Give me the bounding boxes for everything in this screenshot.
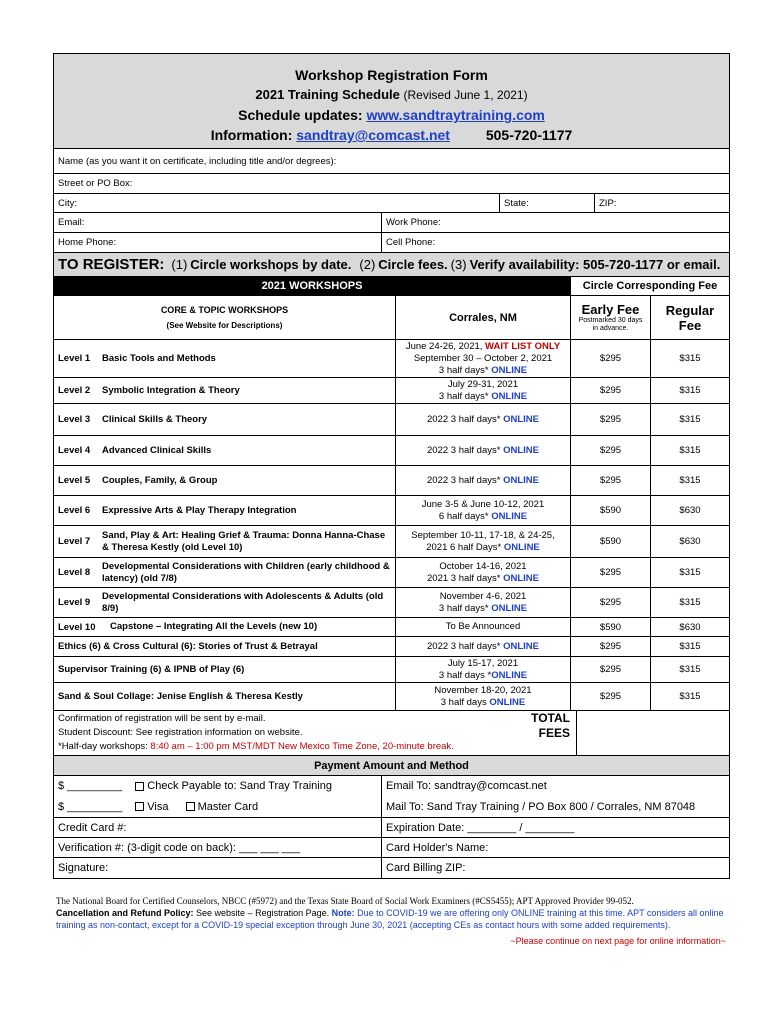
early-fee[interactable]: $295 — [570, 378, 650, 403]
workshop-row — [54, 526, 729, 558]
core-header: CORE & TOPIC WORKSHOPS — [160, 305, 289, 315]
payment-title: Payment Amount and Method — [54, 756, 729, 776]
early-fee[interactable]: $295 — [570, 657, 650, 682]
workshop-row — [54, 466, 729, 496]
regular-fee[interactable]: $630 — [650, 526, 729, 557]
workshop-dates[interactable]: 2022 3 half days* ONLINE — [395, 404, 570, 435]
email-to: Email To: sandtray@comcast.net — [386, 780, 547, 793]
street-field[interactable]: Street or PO Box: — [58, 178, 133, 189]
workshop-dates[interactable]: To Be Announced — [395, 618, 570, 636]
city-field[interactable]: City: — [58, 197, 77, 209]
total-fees-box[interactable] — [576, 711, 729, 755]
workshop-level: Level 4 — [58, 445, 91, 456]
footer — [56, 895, 726, 947]
info-line — [54, 125, 729, 145]
workshop-dates[interactable]: July 15-17, 2021 3 half days *ONLINE — [395, 657, 570, 682]
workshop-dates[interactable]: November 18-20, 2021 3 half days ONLINE — [395, 683, 570, 710]
workshop-row — [54, 588, 729, 618]
home-phone-field[interactable]: Home Phone: — [58, 237, 117, 248]
updates-label: Schedule updates: — [238, 107, 363, 123]
info-phone: 505-720-1177 — [485, 127, 573, 143]
fees-label: FEES — [538, 726, 570, 740]
city-row — [54, 194, 729, 213]
registration-form — [53, 53, 730, 879]
visa-label: Visa — [147, 800, 169, 813]
cancel-text: See website – Registration Page. — [193, 908, 332, 918]
workshop-row — [54, 657, 729, 683]
workshop-level: Level 10 — [58, 621, 96, 633]
halfday-label: *Half-day workshops: — [58, 741, 151, 752]
workshop-name: Sand, Play & Art: Healing Grief & Trauma: Donna Hanna-Chase & Theresa Kestly (old Level 10) — [102, 529, 386, 553]
mastercard-label: Master Card — [197, 800, 259, 813]
workshop-level: Level 7 — [58, 536, 91, 547]
nbcc-note: The National Board for Certified Counselors, NBCC (#5972) and the Texas State Board of Social Work Examiners (#CS5455); APT Approved Provider 99-052. — [56, 896, 634, 906]
regular-fee[interactable]: $315 — [650, 683, 729, 710]
online-badge: ONLINE — [491, 602, 528, 614]
note-label: Note: — [331, 908, 355, 918]
workshop-name: Ethics (6) & Cross Cultural (6): Stories of Trust & Betrayal — [58, 640, 318, 652]
register-instructions: TO REGISTER: (1) Circle workshops by date. (2) Circle fees. (3) Verify availability: 505-720-1177 or email. — [54, 253, 729, 277]
circle-fee-label: Circle Corresponding Fee — [570, 277, 729, 295]
signature-field[interactable]: Signature: — [58, 862, 109, 874]
workshop-name: Advanced Clinical Skills — [102, 444, 212, 456]
workshop-level: Level 3 — [58, 414, 91, 425]
online-badge: ONLINE — [491, 669, 528, 681]
workshop-level: Level 8 — [58, 567, 91, 578]
regular-fee[interactable]: $315 — [650, 637, 729, 656]
wait-list-badge: WAIT LIST ONLY — [485, 340, 561, 352]
online-badge: ONLINE — [491, 364, 528, 376]
form-header — [54, 54, 729, 149]
workshop-name: Capstone – Integrating All the Levels (new 10) — [110, 621, 318, 632]
early-fee[interactable]: $295 — [570, 436, 650, 465]
early-fee[interactable]: $295 — [570, 588, 650, 617]
state-field[interactable]: State: — [499, 194, 594, 212]
workshop-dates[interactable]: September 10-11, 17-18, & 24-25, 2021 6 half Days* ONLINE — [395, 526, 570, 557]
amount-1[interactable]: $ _________ — [58, 780, 123, 793]
form-title: Workshop Registration Form — [295, 67, 488, 83]
online-badge: ONLINE — [491, 390, 528, 402]
covid-note: Due to COVID-19 we are offering only ONLINE training at this time. — [354, 908, 628, 918]
workshop-level: Level 2 — [58, 385, 91, 396]
early-fee[interactable]: $295 — [570, 558, 650, 587]
workshop-row — [54, 637, 729, 657]
location-header: Corrales, NM — [395, 296, 570, 339]
website-link[interactable]: www.sandtraytraining.com — [366, 107, 545, 123]
workshop-row — [54, 404, 729, 436]
early-fee[interactable]: $295 — [570, 637, 650, 656]
regular-fee[interactable]: $315 — [650, 466, 729, 495]
name-field[interactable]: Name (as you want it on certificate, including title and/or degrees): — [58, 155, 337, 167]
regular-fee-header: Regular Fee — [650, 296, 729, 339]
regular-fee[interactable]: $315 — [650, 657, 729, 682]
cell-phone-field[interactable]: Cell Phone: — [381, 233, 729, 252]
online-badge: ONLINE — [503, 640, 539, 652]
early-fee[interactable]: $295 — [570, 340, 650, 377]
name-row[interactable] — [54, 149, 729, 174]
workshop-name: Developmental Considerations with Adolescents & Adults (old 8/9) — [102, 590, 384, 614]
workshop-row — [54, 558, 729, 588]
check-checkbox[interactable] — [135, 782, 144, 791]
online-badge: ONLINE — [503, 572, 539, 584]
payment-method-row — [54, 776, 729, 818]
revised-date: (Revised June 1, 2021) — [403, 88, 528, 102]
updates-line — [54, 105, 729, 125]
workshop-row — [54, 378, 729, 404]
column-headers — [54, 296, 729, 340]
credit-card-field[interactable]: Credit Card #: — [58, 821, 127, 834]
mastercard-checkbox[interactable] — [186, 802, 195, 811]
workshop-name: Developmental Considerations with Children (early childhood & latency) (old 7/8) — [102, 560, 390, 584]
cancel-label: Cancellation and Refund Policy: — [56, 908, 194, 918]
core-subheader: (See Website for Descriptions) — [166, 321, 283, 330]
workshops-header — [54, 277, 729, 296]
work-phone-field[interactable]: Work Phone: — [381, 213, 729, 232]
workshop-level: Level 9 — [58, 597, 91, 608]
workshop-level: Level 5 — [58, 475, 91, 486]
info-label: Information: — [210, 127, 293, 143]
online-badge: ONLINE — [503, 474, 539, 486]
workshop-level: Level 6 — [58, 505, 91, 516]
regular-fee[interactable]: $315 — [650, 378, 729, 403]
online-badge: ONLINE — [491, 510, 528, 522]
workshop-dates[interactable]: 2022 3 half days* ONLINE — [395, 466, 570, 495]
workshop-name: Clinical Skills & Theory — [102, 413, 208, 425]
notes-row — [54, 711, 729, 756]
workshop-name: Basic Tools and Methods — [102, 352, 216, 364]
workshop-dates[interactable]: 2022 3 half days* ONLINE — [395, 637, 570, 656]
schedule-line — [54, 85, 729, 105]
regular-fee[interactable]: $630 — [650, 496, 729, 525]
online-badge: ONLINE — [489, 696, 526, 708]
email-row — [54, 213, 729, 233]
workshop-dates[interactable]: 2022 3 half days* ONLINE — [395, 436, 570, 465]
online-badge: ONLINE — [503, 444, 539, 456]
email-field[interactable]: Email: — [58, 217, 85, 228]
regular-fee[interactable]: $315 — [650, 436, 729, 465]
workshop-dates[interactable]: November 4-6, 2021 3 half days* ONLINE — [395, 588, 570, 617]
early-fee-note: Postmarked 30 days in advance. — [578, 317, 643, 332]
early-fee[interactable]: $590 — [570, 526, 650, 557]
register-label: TO REGISTER: — [58, 256, 165, 273]
early-fee[interactable]: $295 — [570, 466, 650, 495]
online-badge: ONLINE — [503, 413, 539, 425]
visa-checkbox[interactable] — [135, 802, 144, 811]
regular-fee[interactable]: $630 — [650, 618, 729, 636]
workshop-level: Level 1 — [58, 353, 91, 364]
halfday-time: 8:40 am – 1:00 pm MST/MDT New Mexico Time Zone, 20-minute break. — [150, 741, 454, 752]
early-fee[interactable]: $590 — [570, 496, 650, 525]
workshop-dates[interactable]: July 29-31, 2021 3 half days* ONLINE — [395, 378, 570, 403]
workshop-dates[interactable]: June 24-26, 2021, WAIT LIST ONLY September 30 – October 2, 2021 3 half days* ONLINE — [395, 340, 570, 377]
street-row[interactable] — [54, 174, 729, 194]
online-badge: ONLINE — [503, 541, 540, 553]
workshop-row — [54, 340, 729, 378]
workshop-dates[interactable]: June 3-5 & June 10-12, 2021 6 half days* ONLINE — [395, 496, 570, 525]
phone-row — [54, 233, 729, 253]
workshop-dates[interactable]: October 14-16, 2021 2021 3 half days* ONLINE — [395, 558, 570, 587]
regular-fee[interactable]: $315 — [650, 404, 729, 435]
early-fee-header: Early Fee — [581, 302, 640, 317]
expiration-field[interactable]: Expiration Date: ________ / ________ — [381, 818, 729, 837]
card-holder-field[interactable]: Card Holder's Name: — [381, 838, 729, 857]
workshop-list — [54, 340, 729, 711]
regular-fee[interactable]: $315 — [650, 340, 729, 377]
workshop-name: Supervisor Training (6) & IPNB of Play (6) — [58, 663, 245, 675]
workshop-row — [54, 683, 729, 711]
regular-fee[interactable]: $315 — [650, 588, 729, 617]
workshop-row — [54, 436, 729, 466]
continue-note: ~Please continue on next page for online information~ — [510, 936, 726, 946]
workshops-title: 2021 WORKSHOPS — [54, 277, 570, 295]
workshop-name: Couples, Family, & Group — [102, 474, 218, 486]
workshop-name: Symbolic Integration & Theory — [102, 384, 240, 396]
schedule-title: 2021 Training Schedule — [255, 87, 400, 102]
total-label: TOTAL — [531, 711, 570, 725]
regular-fee[interactable]: $315 — [650, 558, 729, 587]
workshop-row — [54, 618, 729, 637]
workshop-row — [54, 496, 729, 526]
early-fee[interactable]: $295 — [570, 404, 650, 435]
amount-2[interactable]: $ _________ — [58, 800, 123, 813]
zip-field[interactable]: ZIP: — [594, 194, 729, 212]
early-fee[interactable]: $590 — [570, 618, 650, 636]
mail-to: Mail To: Sand Tray Training / PO Box 800 / Corrales, NM 87048 — [386, 800, 696, 813]
discount-note: Student Discount: See registration information on website. — [58, 727, 303, 738]
verification-field[interactable]: Verification #: (3-digit code on back): ___ ___ ___ — [58, 841, 301, 854]
apt-note: APT considers all online training as non-contact, except for a COVID-19 special exception through June 30, 2021 (accepting CEs as contact hours with some added requirements). — [56, 908, 724, 930]
check-label: Check Payable to: Sand Tray Training — [147, 780, 332, 793]
workshop-name: Expressive Arts & Play Therapy Integration — [102, 504, 297, 516]
confirmation-note: Confirmation of registration will be sent by e-mail. — [58, 713, 266, 724]
billing-zip-field[interactable]: Card Billing ZIP: — [381, 858, 729, 878]
workshop-name: Sand & Soul Collage: Jenise English & Theresa Kestly — [58, 690, 303, 702]
early-fee[interactable]: $295 — [570, 683, 650, 710]
email-link[interactable]: sandtray@comcast.net — [296, 127, 450, 143]
